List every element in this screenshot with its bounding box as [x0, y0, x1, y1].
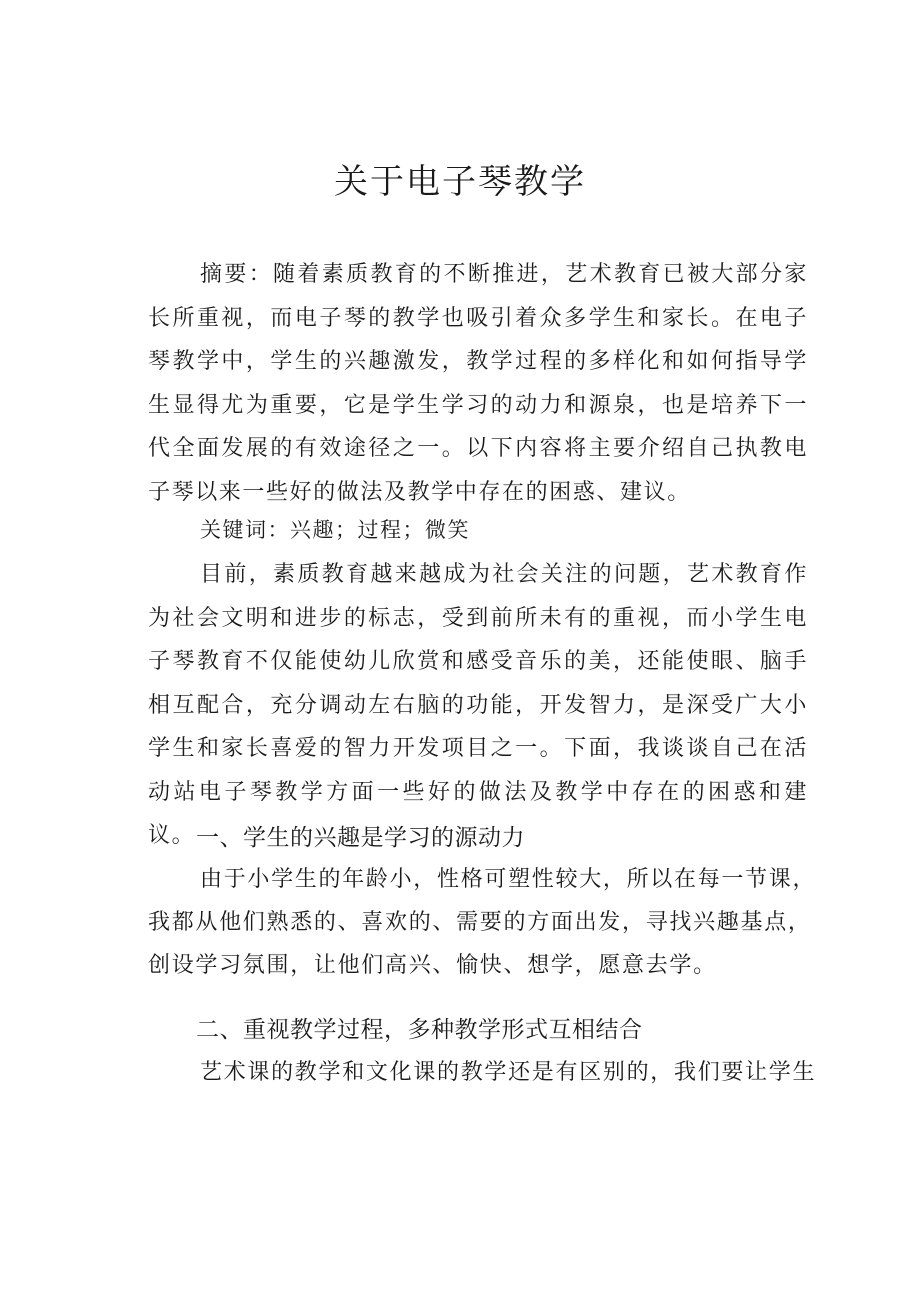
section-1-line: 创设学习氛围，让他们高兴、愉快、想学，愿意去学。: [148, 953, 717, 978]
keywords-line: 关键词：兴趣；过程；微笑: [200, 518, 470, 542]
abstract-paragraph: 摘要：随着素质教育的不断推进，艺术教育已被大部分家长所重视，而电子琴的教学也吸引着众多学生和家长。在电子琴教学中，学生的兴趣激发，教学过程的多样化和如何指导学生显得尤为重要，它是学生学习的动力和源泉，也是培养下一代全面发展的有效途径之一。以下内容将主要介绍自己执教电子琴以来一些好的做法及教学中存在的困惑、建议。: [148, 262, 808, 505]
section-1-heading: 一、学生的兴趣是学习的源动力: [196, 825, 525, 851]
section-2-heading: 二、重视教学过程，多种教学形式互相结合: [196, 1017, 643, 1043]
page-title: 关于电子琴教学: [334, 162, 586, 202]
section-1-line: 我都从他们熟悉的、喜欢的、需要的方面出发，寻找兴趣基点，: [148, 910, 812, 935]
section-1-line: 由于小学生的年龄小，性格可塑性较大，所以在每一节课，: [200, 867, 817, 892]
intro-paragraph: 目前，素质教育越来越成为社会关注的问题，艺术教育作为社会文明和进步的标志，受到前所未有的重视，而小学生电子琴教育不仅能使幼儿欣赏和感受音乐的美，还能使眼、脑手相互配合，充分调动左右脑的功能，开发智力，是深受广大小学生和家长喜爱的智力开发项目之一。下面，我谈谈自己在活动站电子琴教学方面一些好的做法及教学中存在的困惑和建议。: [148, 562, 808, 848]
section-2-first-line: 艺术课的教学和文化课的教学还是有区别的，我们要让学生: [200, 1060, 817, 1085]
